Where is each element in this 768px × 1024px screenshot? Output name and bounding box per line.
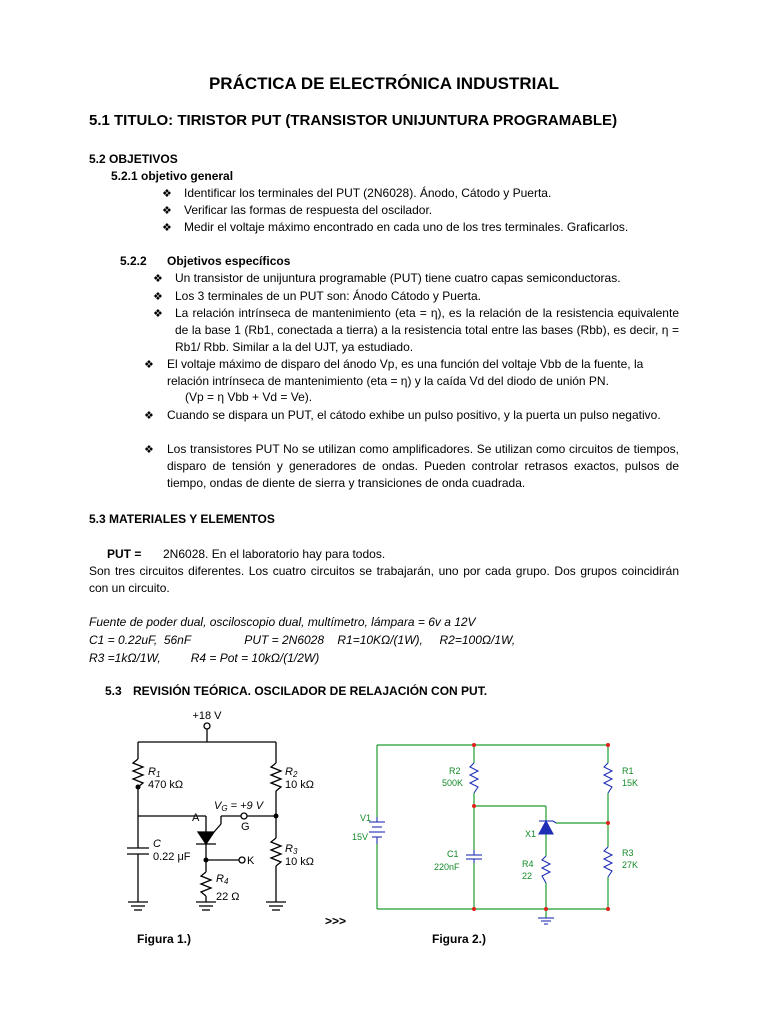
fig2-r4-value: 22 [522,871,533,881]
general-objective-2: Verificar las formas de respuesta del oscilador. [184,203,433,217]
fig2-r3-value: 27K [622,860,639,870]
fig2-x1-label: X1 [525,829,537,839]
page-title: PRÁCTICA DE ELECTRÓNICA INDUSTRIAL [208,74,560,93]
specific-objective-1: Un transistor de unijuntura programable (PUT) tiene cuatro capas semiconductoras. [175,271,621,285]
r1-label: R1 [148,766,161,779]
subsection-heading-5-2-1: 5.2.1 objetivo general [111,169,234,183]
fig2-v1-label: V1 [360,813,372,823]
bullet-icon: ❖ [144,359,154,371]
section-heading-5-1: 5.1 TITULO: TIRISTOR PUT (TRANSISTOR UNIJUNTURA PROGRAMABLE) [89,112,618,129]
circuits-description: Son tres circuitos diferentes. Los cuatro circuitos se trabajarán, uno por cada grupo. Dos grupos coincidirán con un circuito. [89,564,679,595]
section-review-heading: REVISIÓN TEÓRICA. OSCILADOR DE RELAJACIÓN CON PUT. [133,684,488,698]
anode-label: A [192,812,200,824]
bullet-icon: ❖ [162,222,172,234]
figure-1-caption: Figura 1.) [137,932,192,946]
figure-2-schematic [346,730,646,930]
specific-objective-3: La relación intrínseca de mantenimiento (eta = η), es la relación de la resistencia equivalente de la base 1 (Rb1, conectada a tierra) a la resistencia total entre las bases (Rbb), es decir, η = Rb1/ Rbb. Similar a la del UJT, ya estudiado. [175,306,679,354]
fig2-c1-label: C1 [447,849,459,859]
section-review-number: 5.3 [105,684,122,698]
bullet-icon: ❖ [153,308,163,320]
bullet-icon: ❖ [162,188,172,200]
capacitor-label: C [153,838,161,850]
subsection-number-5-2-2: 5.2.2 [120,254,147,268]
section-heading-5-2: 5.2 OBJETIVOS [89,152,178,166]
bullet-icon: ❖ [153,291,163,303]
specific-objective-2: Los 3 terminales de un PUT son: Ánodo Cátodo y Puerta. [175,289,481,303]
r2-value: 10 kΩ [285,779,315,791]
general-objective-3: Medir el voltaje máximo encontrado en cada uno de los tres terminales. Graficarlos. [184,220,629,234]
bullet-icon: ❖ [144,444,154,456]
subsection-heading-5-2-2: Objetivos específicos [167,254,291,268]
r4-value: 22 Ω [216,891,240,903]
materials-line-2: C1 = 0.22uF, 56nF PUT = 2N6028 R1=10KΩ/(1W), R2=100Ω/1W, [89,633,516,647]
r1-value: 470 kΩ [148,779,184,791]
specific-objective-4: El voltaje máximo de disparo del ánodo Vp, es una función del voltaje Vbb de la fuente, la relación intrínseca de mantenimiento (eta = η) y la caída Vd del diodo de unión PN. [167,357,644,388]
put-label: PUT = [107,547,142,561]
section-heading-5-3: 5.3 MATERIALES Y ELEMENTOS [89,512,275,526]
r3-value: 10 kΩ [285,856,315,868]
figure-2-caption: Figura 2.) [432,932,487,946]
fig2-r3-label: R3 [622,848,634,858]
materials-line-3: R3 =1kΩ/1W, R4 = Pot = 10kΩ/(1/2W) [89,651,320,665]
r2-label: R2 [285,766,298,779]
formula-line: (Vp = η Vbb + Vd = Ve). [185,390,313,404]
supply-label: +18 V [192,710,222,722]
arrow-text: >>> [325,914,347,928]
vg-label: VG = +9 V [214,800,264,813]
fig2-r1-label: R1 [622,766,634,776]
general-objective-1: Identificar los terminales del PUT (2N6028). Ánodo, Cátodo y Puerta. [184,186,552,200]
specific-objective-5: Cuando se dispara un PUT, el cátodo exhibe un pulso positivo, y la puerta un pulso negativo. [167,408,661,422]
fig2-r2-value: 500K [442,778,464,788]
fig2-r2-label: R2 [449,766,461,776]
fig2-r1-value: 15K [622,778,639,788]
cathode-label: K [247,855,255,867]
r3-label: R3 [285,843,298,856]
specific-objective-6: Los transistores PUT No se utilizan como amplificadores. Se utilizan como circuitos de tiempos, disparo de tensión y generadores de ondas. Pueden controlar retrasos exactos, pulsos de tiempo, ondas de diente de sierra y transiciones de onda cuadrada. [167,442,679,490]
bullet-icon: ❖ [144,410,154,422]
fig2-c1-value: 220nF [434,862,460,872]
gate-label: G [241,821,250,833]
put-description: 2N6028. En el laboratorio hay para todos. [163,547,386,561]
bullet-icon: ❖ [153,273,163,285]
fig2-v1-value: 15V [352,832,369,842]
r4-label: R4 [216,873,229,886]
capacitor-value: 0.22 μF [153,851,191,863]
fig2-r4-label: R4 [522,859,534,869]
materials-line-1: Fuente de poder dual, osciloscopio dual, multímetro, lámpara = 6v a 12V [89,615,476,629]
bullet-icon: ❖ [162,205,172,217]
figure-1-schematic [118,706,328,922]
